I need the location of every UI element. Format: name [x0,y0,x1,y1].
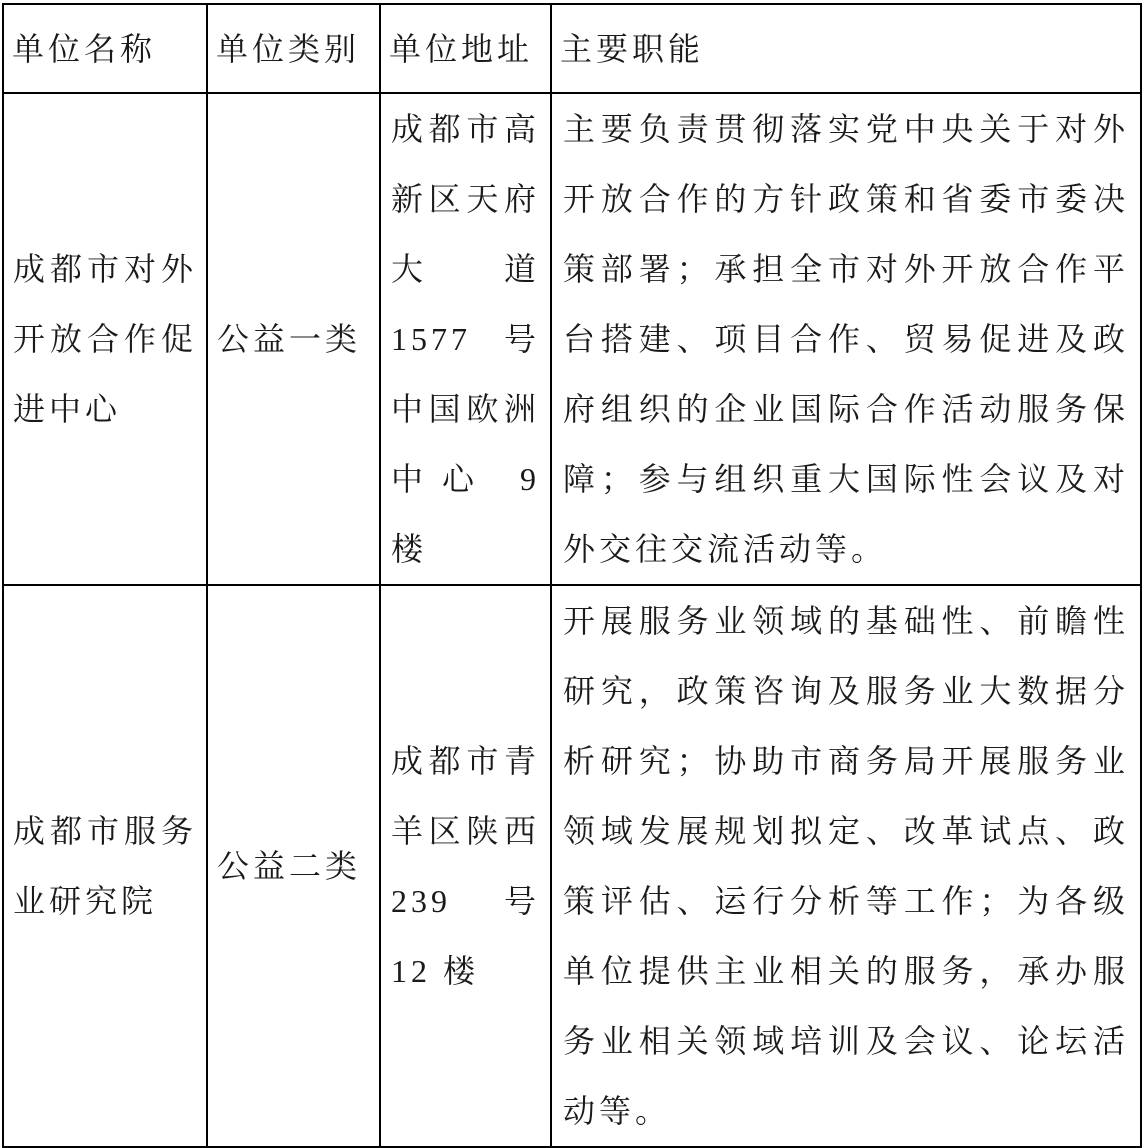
cell-unit-name: 成都市对外开放合作促进中心 [3,93,207,585]
header-cell-main-functions: 主要职能 [551,4,1141,93]
cell-unit-name: 成都市服务业研究院 [3,585,207,1147]
header-row [3,4,1141,93]
header-cell-unit-address: 单位地址 [380,4,551,93]
cell-unit-address: 成都市青羊区陕西 239 号 12 楼 [380,585,551,1147]
cell-main-functions: 开展服务业领域的基础性、前瞻性研究，政策咨询及服务业大数据分析研究；协助市商务局开展服务业领域发展规划拟定、改革试点、政策评估、运行分析等工作；为各级单位提供主业相关的服务，承办服务业相关领域培训及会议、论坛活动等。 [551,585,1141,1147]
cell-main-functions: 主要负责贯彻落实党中央关于对外开放合作的方针政策和省委市委决策部署；承担全市对外开放合作平台搭建、项目合作、贸易促进及政府组织的企业国际合作活动服务保障；参与组织重大国际性会议及对外交往交流活动等。 [551,93,1141,585]
cell-unit-category: 公益二类 [207,585,380,1147]
cell-unit-address: 成都市高新区天府大道 1577 号中国欧洲中心 9 楼 [380,93,551,585]
table-row [3,585,1141,1147]
header-cell-unit-category: 单位类别 [207,4,380,93]
header-cell-unit-name: 单位名称 [3,4,207,93]
cell-unit-category: 公益一类 [207,93,380,585]
table-row [3,93,1141,585]
unit-info-table [2,3,1142,1148]
